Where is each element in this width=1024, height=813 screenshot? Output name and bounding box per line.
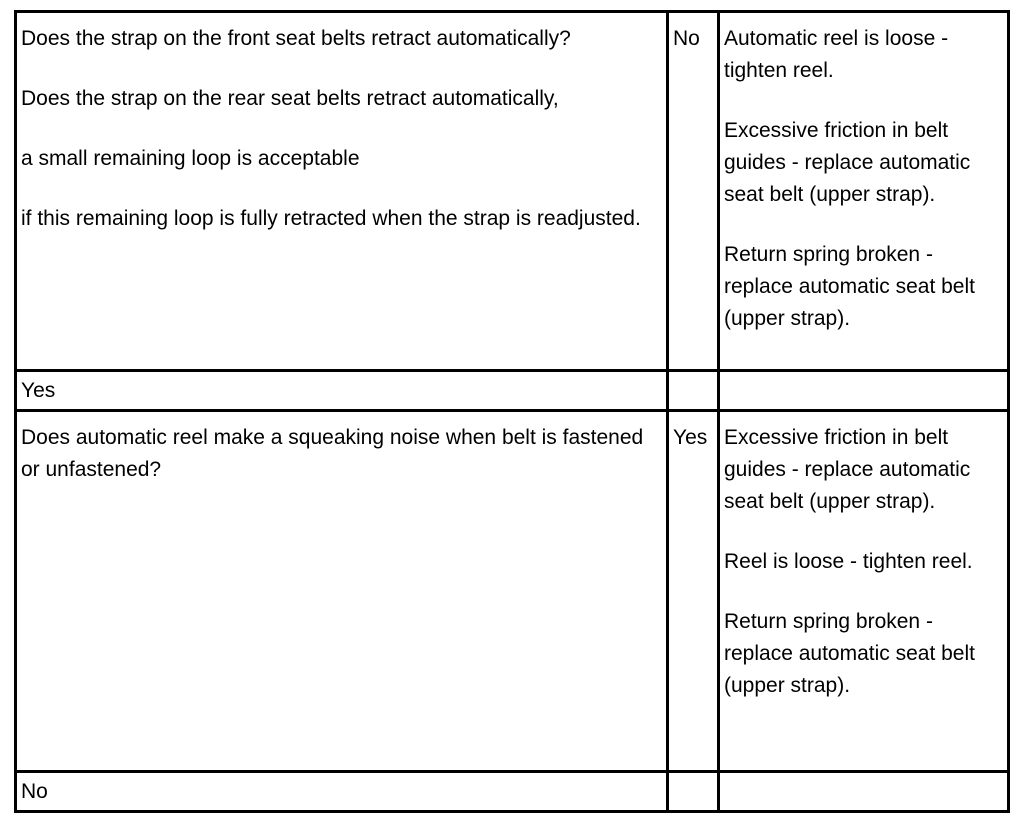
- table-row-squeak-check: [16, 411, 1009, 772]
- answer-cell: [668, 371, 719, 411]
- question-cell: [16, 411, 668, 772]
- answer-cell: No: [668, 12, 719, 371]
- question-text: Does the strap on the front seat belts retract automatically?: [21, 27, 571, 50]
- remedy-text: Return spring broken - replace automatic seat belt (upper strap).: [724, 610, 975, 697]
- remedy-text: Automatic reel is loose - tighten reel.: [724, 27, 949, 82]
- question-text: Does the strap on the rear seat belts retract automatically,: [21, 87, 559, 110]
- question-text: Does automatic reel make a squeaking noise when belt is fastened or unfastened?: [21, 426, 644, 481]
- remedy-text: Reel is loose - tighten reel.: [724, 550, 973, 573]
- table-row-no-branch: [16, 772, 1009, 812]
- remedy-cell: [719, 12, 1009, 371]
- diagnostic-table: [14, 10, 1010, 813]
- remedy-text: Excessive friction in belt guides - replace automatic seat belt (upper strap).: [724, 426, 971, 513]
- remedy-cell: [719, 371, 1009, 411]
- table-row-yes-branch: [16, 371, 1009, 411]
- answer-cell: Yes: [668, 411, 719, 772]
- question-cell: No: [16, 772, 668, 812]
- question-text: if this remaining loop is fully retracted when the strap is readjusted.: [21, 207, 641, 230]
- remedy-cell: [719, 772, 1009, 812]
- question-cell: [16, 12, 668, 371]
- table-row-front-belt-check: [16, 12, 1009, 371]
- question-cell: Yes: [16, 371, 668, 411]
- remedy-cell: [719, 411, 1009, 772]
- question-text: a small remaining loop is acceptable: [21, 147, 360, 170]
- remedy-text: Return spring broken - replace automatic seat belt (upper strap).: [724, 243, 975, 330]
- remedy-text: Excessive friction in belt guides - replace automatic seat belt (upper strap).: [724, 119, 971, 206]
- answer-cell: [668, 772, 719, 812]
